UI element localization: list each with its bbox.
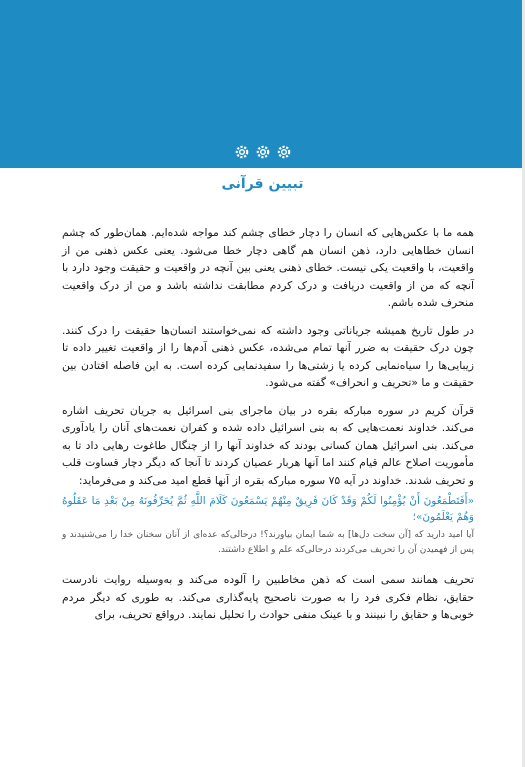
body-text xyxy=(62,224,474,634)
verse-translation: آیا امید دارید که [آن سخت دل‌ها] به شما ایمان بیاورند؟! درحالی‌که عده‌ای از آنان سخنان خدا را می‌شنیدند و پس از فهمیدن آن را تحریف می‌کردند درحالی‌که علم و اطلاع داشتند. xyxy=(62,530,474,555)
paragraph: قرآن کریم در سوره مبارکه بقره در بیان ماجرای بنی اسرائیل به جریان تحریف اشاره می‌کند. خداوند نعمت‌هایی که به بنی اسرائیل داده شده و کفران نعمت‌های آنان را یادآوری می‌کند. بنی اسرائیل همان کسانی بودند که خداوند آنها را از چنگال طاغوت رهایی داد تا به مأموریت اصلاح عالم قیام کنند اما آنها هربار عصیان کردند تا آنجا که دیگر دچار قساوت قلب و تحریف شدند. خداوند در آیه ۷۵ سوره مبارکه بقره از آنها قطع امید می‌کند و می‌فرماید: xyxy=(62,403,474,487)
paragraph: در طول تاریخ همیشه جریاناتی وجود داشته که نمی‌خواستند انسان‌ها حقیقت را درک کنند. چون درک حقیقت به ضرر آنها تمام می‌شده، عکس ذهنی آدم‌ها را از واقعیت تغییر داده تا زیبایی‌ها را سیاه‌نمایی کرده یا زشتی‌ها را سفیدنمایی کرده است. به این فاصله افتادن بین حقیقت و ما «تحریف و انحراف» گفته می‌شود. xyxy=(62,323,474,389)
section-title: تبیین قرآنی xyxy=(221,176,304,192)
quran-verse: «أَفَتَطْمَعُونَ أَنْ يُؤْمِنُوا لَكُمْ وَقَدْ كَانَ فَرِيقٌ مِنْهُمْ يَسْمَعُونَ كَلَامَ اللَّهِ ثُمَّ يُحَرِّفُونَهُ مِنْ بَعْدِ مَا عَقَلُوهُ وَهُمْ يَعْلَمُونَ»؛ xyxy=(62,495,474,523)
gear-icon xyxy=(234,144,250,162)
header-band xyxy=(0,0,525,168)
gear-icon xyxy=(255,144,271,162)
paragraph: همه ما با عکس‌هایی که انسان را دچار خطای چشم کند مواجه شده‌ایم. همان‌طور که چشم انسان خطاهایی دارد، ذهن انسان هم گاهی دچار خطا می‌شود. یعنی عکس ذهنی من از واقعیت، با واقعیت یکی نیست. خطای ذهنی یعنی بین آنچه در واقعیت و حقیقت وجود دارد با آنچه که من از واقعیت دریافت و درک کردم مطابقت نداشته باشد و من از درک واقعیت منحرف شده باشم. xyxy=(62,226,474,309)
ornament xyxy=(0,144,525,162)
gear-icon xyxy=(276,144,292,162)
paragraph: تحریف همانند سمی است که ذهن مخاطبین را آلوده می‌کند و به‌وسیله روایت نادرست حقایق، نظام فکری فرد را به صورت ناصحیح پایه‌گذاری می‌کند. به طوری که دیگر مردم خوبی‌ها و حقایق را نبینند و با عینک منفی حوادث را تحلیل نمایند. درواقع تحریف، برای xyxy=(62,573,474,621)
